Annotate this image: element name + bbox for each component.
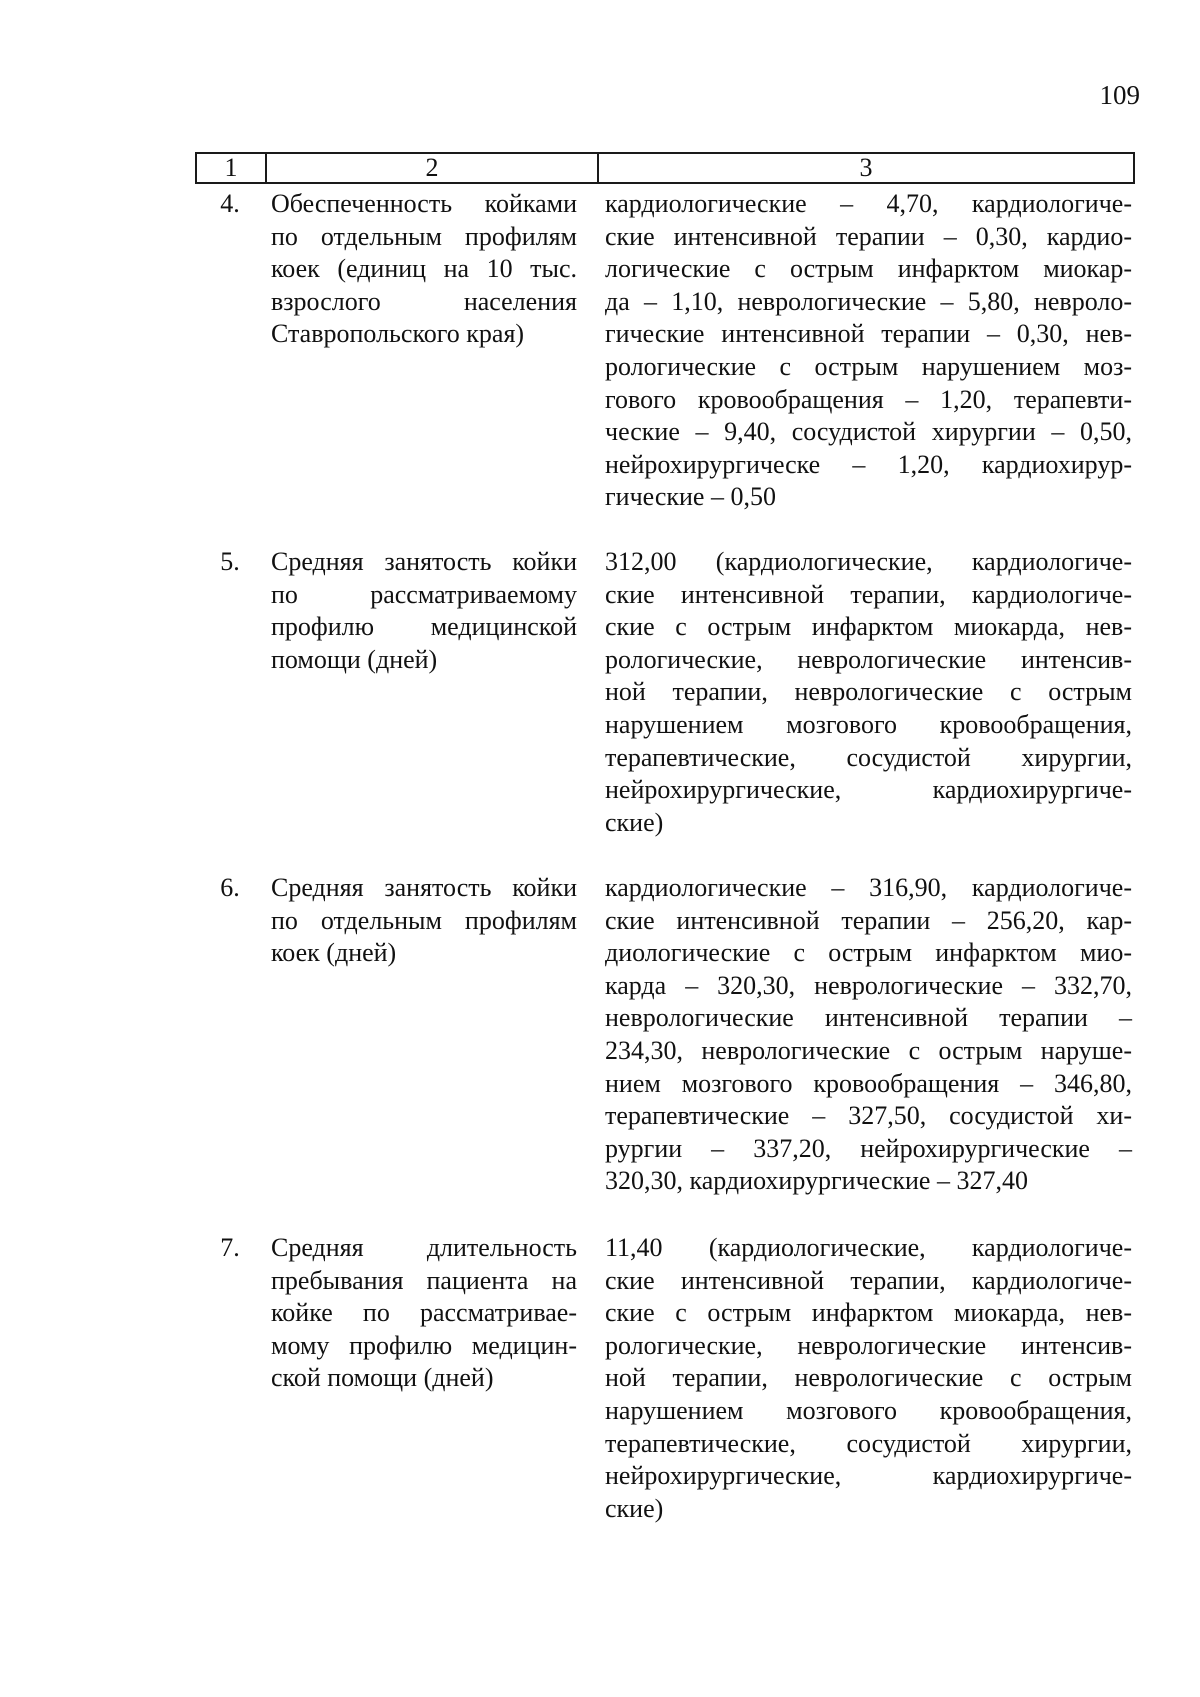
- table-header-row: [195, 152, 1135, 184]
- desc-line: кардиологические – 316,90, кардиологиче-: [605, 873, 1132, 902]
- desc-line: неврологические интенсивной терапии –: [605, 1003, 1132, 1033]
- desc-line: ские с острым инфарктом миокарда, нев-: [605, 612, 1132, 642]
- title-line: по отдельным профилям: [271, 221, 577, 251]
- desc-line: ские интенсивной терапии, кардиологиче-: [605, 579, 1132, 609]
- desc-line: 312,00 (кардиологические, кардиологиче-: [605, 547, 1132, 576]
- row-value-description: [605, 872, 1132, 1198]
- title-line: по рассматриваемому: [271, 579, 577, 609]
- desc-line: терапевтические, сосудистой хирургии,: [605, 742, 1132, 772]
- table-row: [195, 188, 1135, 514]
- desc-line: нарушением мозгового кровообращения,: [605, 1395, 1132, 1425]
- desc-line: карда – 320,30, неврологические – 332,70,: [605, 970, 1132, 1000]
- desc-line: рологические, неврологические интенсив-: [605, 1330, 1132, 1360]
- header-col-3: 3: [859, 153, 873, 182]
- title-line: коек (дней): [271, 938, 397, 968]
- desc-line: 11,40 (кардиологические, кардиологиче-: [605, 1233, 1132, 1262]
- row-value-description: [605, 188, 1132, 514]
- title-line: мому профилю медицин-: [271, 1330, 577, 1360]
- desc-line: 320,30, кардиохирургические – 327,40: [605, 1166, 1028, 1196]
- desc-line: ские с острым инфарктом миокарда, нев-: [605, 1298, 1132, 1328]
- row-number: 4.: [220, 189, 240, 218]
- title-line: помощи (дней): [271, 644, 438, 674]
- title-line: коек (единиц на 10 тыс.: [271, 254, 577, 284]
- title-line: профилю медицинской: [271, 612, 577, 642]
- desc-line: 234,30, неврологические с острым наруше-: [605, 1035, 1132, 1065]
- row-indicator-title: [271, 188, 577, 514]
- desc-line: нием мозгового кровообращения – 346,80,: [605, 1068, 1132, 1098]
- desc-line: рургии – 337,20, нейрохирургические –: [605, 1133, 1132, 1163]
- page-number: 109: [1099, 80, 1140, 110]
- desc-line: да – 1,10, неврологические – 5,80, невроло-: [605, 286, 1132, 316]
- title-line: по отдельным профилям: [271, 905, 577, 935]
- desc-line: нейрохирургическе – 1,20, кардиохирур-: [605, 449, 1132, 479]
- desc-line: гового кровообращения – 1,20, терапевти-: [605, 384, 1132, 414]
- desc-line: ские): [605, 807, 664, 837]
- title-line: ской помощи (дней): [271, 1363, 494, 1393]
- title-line: взрослого населения: [271, 286, 577, 316]
- desc-line: гические интенсивной терапии – 0,30, нев-: [605, 319, 1132, 349]
- desc-line: ские): [605, 1493, 664, 1523]
- desc-line: нарушением мозгового кровообращения,: [605, 709, 1132, 739]
- desc-line: терапевтические, сосудистой хирургии,: [605, 1428, 1132, 1458]
- title-line: Средняя длительность: [271, 1233, 577, 1262]
- row-indicator-title: [271, 1232, 577, 1525]
- row-indicator-title: [271, 872, 577, 1198]
- row-number: 6.: [220, 873, 240, 902]
- title-line: Средняя занятость койки: [271, 547, 577, 576]
- desc-line: рологические, неврологические интенсив-: [605, 644, 1132, 674]
- desc-line: диологические с острым инфарктом мио-: [605, 938, 1132, 968]
- desc-line: ские интенсивной терапии – 0,30, кардио-: [605, 221, 1132, 251]
- table-row: [195, 1232, 1135, 1525]
- desc-line: рологические с острым нарушением моз-: [605, 351, 1132, 381]
- row-indicator-title: [271, 546, 577, 839]
- title-line: койке по рассматривае-: [271, 1298, 577, 1328]
- title-line: пребывания пациента на: [271, 1265, 577, 1295]
- desc-line: кардиологические – 4,70, кардиологиче-: [605, 189, 1132, 218]
- table-row: [195, 546, 1135, 839]
- table-row: [195, 872, 1135, 1198]
- desc-line: ские интенсивной терапии, кардиологиче-: [605, 1265, 1132, 1295]
- title-line: Обеспеченность койками: [271, 189, 577, 218]
- header-col-2: 2: [267, 154, 599, 182]
- row-value-description: [605, 1232, 1132, 1525]
- desc-line: ские интенсивной терапии – 256,20, кар-: [605, 905, 1132, 935]
- desc-line: нейрохирургические, кардиохирургиче-: [605, 775, 1132, 805]
- desc-line: терапевтические – 327,50, сосудистой хи-: [605, 1101, 1132, 1131]
- desc-line: логические с острым инфарктом миокар-: [605, 254, 1132, 284]
- desc-line: ной терапии, неврологические с острым: [605, 1363, 1132, 1393]
- desc-line: гические – 0,50: [605, 482, 776, 512]
- header-col-1: 1: [197, 154, 267, 182]
- title-line: Ставропольского края): [271, 319, 525, 349]
- desc-line: ной терапии, неврологические с острым: [605, 677, 1132, 707]
- row-number: 5.: [220, 547, 240, 576]
- title-line: Средняя занятость койки: [271, 873, 577, 902]
- desc-line: ческие – 9,40, сосудистой хирургии – 0,50,: [605, 417, 1132, 447]
- desc-line: нейрохирургические, кардиохирургиче-: [605, 1461, 1132, 1491]
- row-value-description: [605, 546, 1132, 839]
- row-number: 7.: [220, 1233, 240, 1262]
